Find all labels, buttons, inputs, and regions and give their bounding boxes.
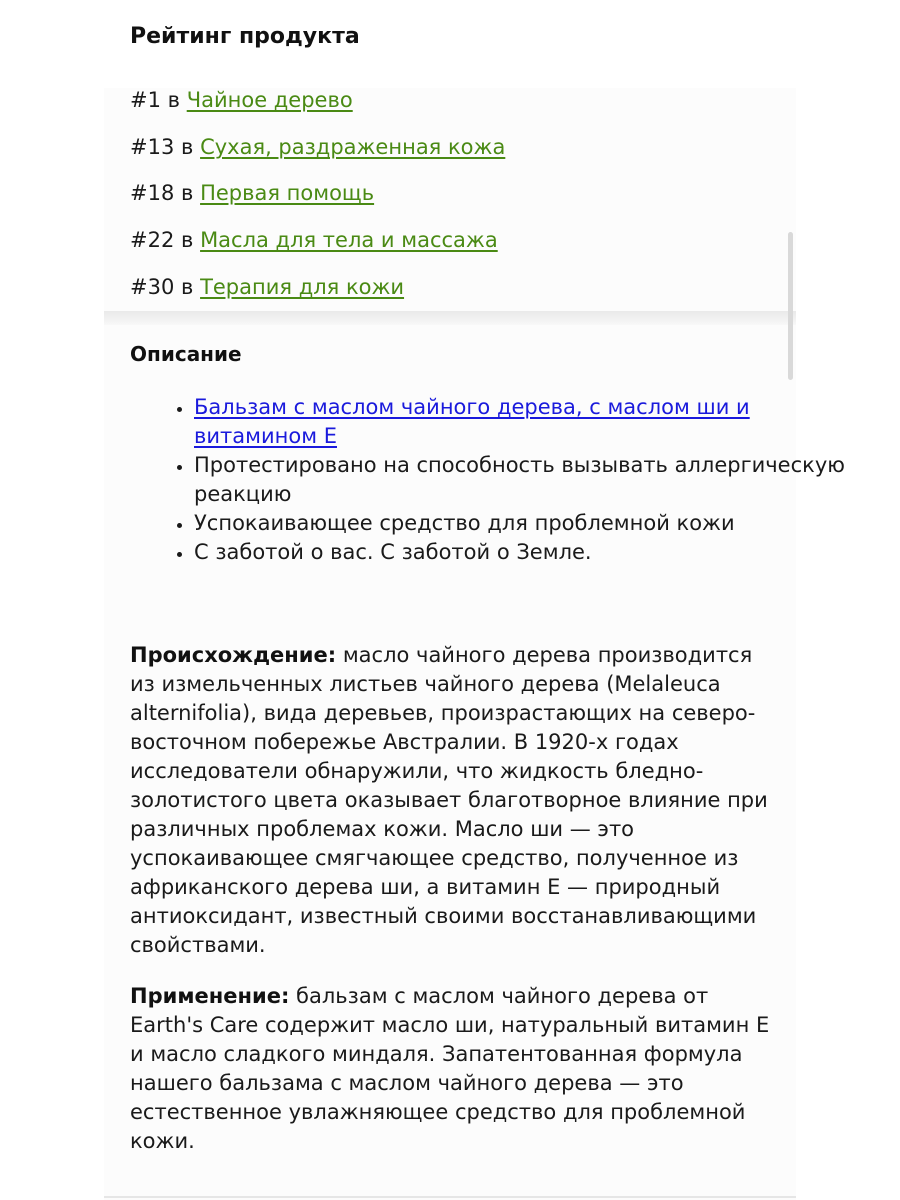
scrollbar-thumb[interactable] xyxy=(788,232,793,380)
origin-text: масло чайного дерева производится из измельченных листьев чайного дерева (Melaleuca alternifolia), вида деревьев, произрастающих на северо-восточном побережье Австралии. В 1920-х годах исследователи обнаружили, что жидкость бледно-золотистого цвета оказывает благотворное влияние при различных проблемах кожи. Масло ши — это успокаивающее смягчающее средство, полученное из африканского дерева ши, а витамин Е — природный антиоксидант, известный своими восстанавливающими свойствами. xyxy=(130,643,768,957)
product-link[interactable]: Бальзам с маслом чайного дерева, с маслом ши и витамином Е xyxy=(194,395,750,448)
list-item: • С заботой о вас. С заботой о Земле. xyxy=(194,538,854,567)
rank-row xyxy=(130,86,353,114)
rank-row xyxy=(130,226,498,254)
list-item: • Успокаивающее средство для проблемной кожи xyxy=(194,509,854,538)
rank-row xyxy=(130,179,374,207)
bottom-divider xyxy=(104,1196,796,1198)
section-divider xyxy=(104,311,796,325)
rank-category-link[interactable]: Терапия для кожи xyxy=(200,275,405,299)
rating-title: Рейтинг продукта xyxy=(130,24,360,49)
usage-paragraph xyxy=(130,982,780,1156)
list-item xyxy=(194,393,854,451)
rank-category-link[interactable]: Чайное дерево xyxy=(186,88,353,112)
usage-text: бальзам с маслом чайного дерева от Earth's Care содержит масло ши, натуральный витамин Е и масло сладкого миндаля. Запатентованная формула нашего бальзама с маслом чайного дерева — это естественное увлажняющее средство для проблемной кожи. xyxy=(130,984,770,1153)
rank-category-link[interactable]: Масла для тела и массажа xyxy=(200,228,498,252)
list-item: • Протестировано на способность вызывать аллергическую реакцию xyxy=(194,451,854,509)
rank-number: #22 в xyxy=(130,228,194,252)
rank-row xyxy=(130,133,505,161)
origin-paragraph xyxy=(130,641,780,960)
rank-number: #1 в xyxy=(130,88,181,112)
rank-row xyxy=(130,273,404,301)
description-list xyxy=(130,393,854,567)
origin-label: Происхождение: xyxy=(130,643,337,667)
rank-number: #13 в xyxy=(130,135,194,159)
rank-number: #30 в xyxy=(130,275,194,299)
description-title: Описание xyxy=(130,342,242,366)
rank-category-link[interactable]: Первая помощь xyxy=(200,181,375,205)
rank-category-link[interactable]: Сухая, раздраженная кожа xyxy=(200,135,506,159)
rank-number: #18 в xyxy=(130,181,194,205)
usage-label: Применение: xyxy=(130,984,290,1008)
